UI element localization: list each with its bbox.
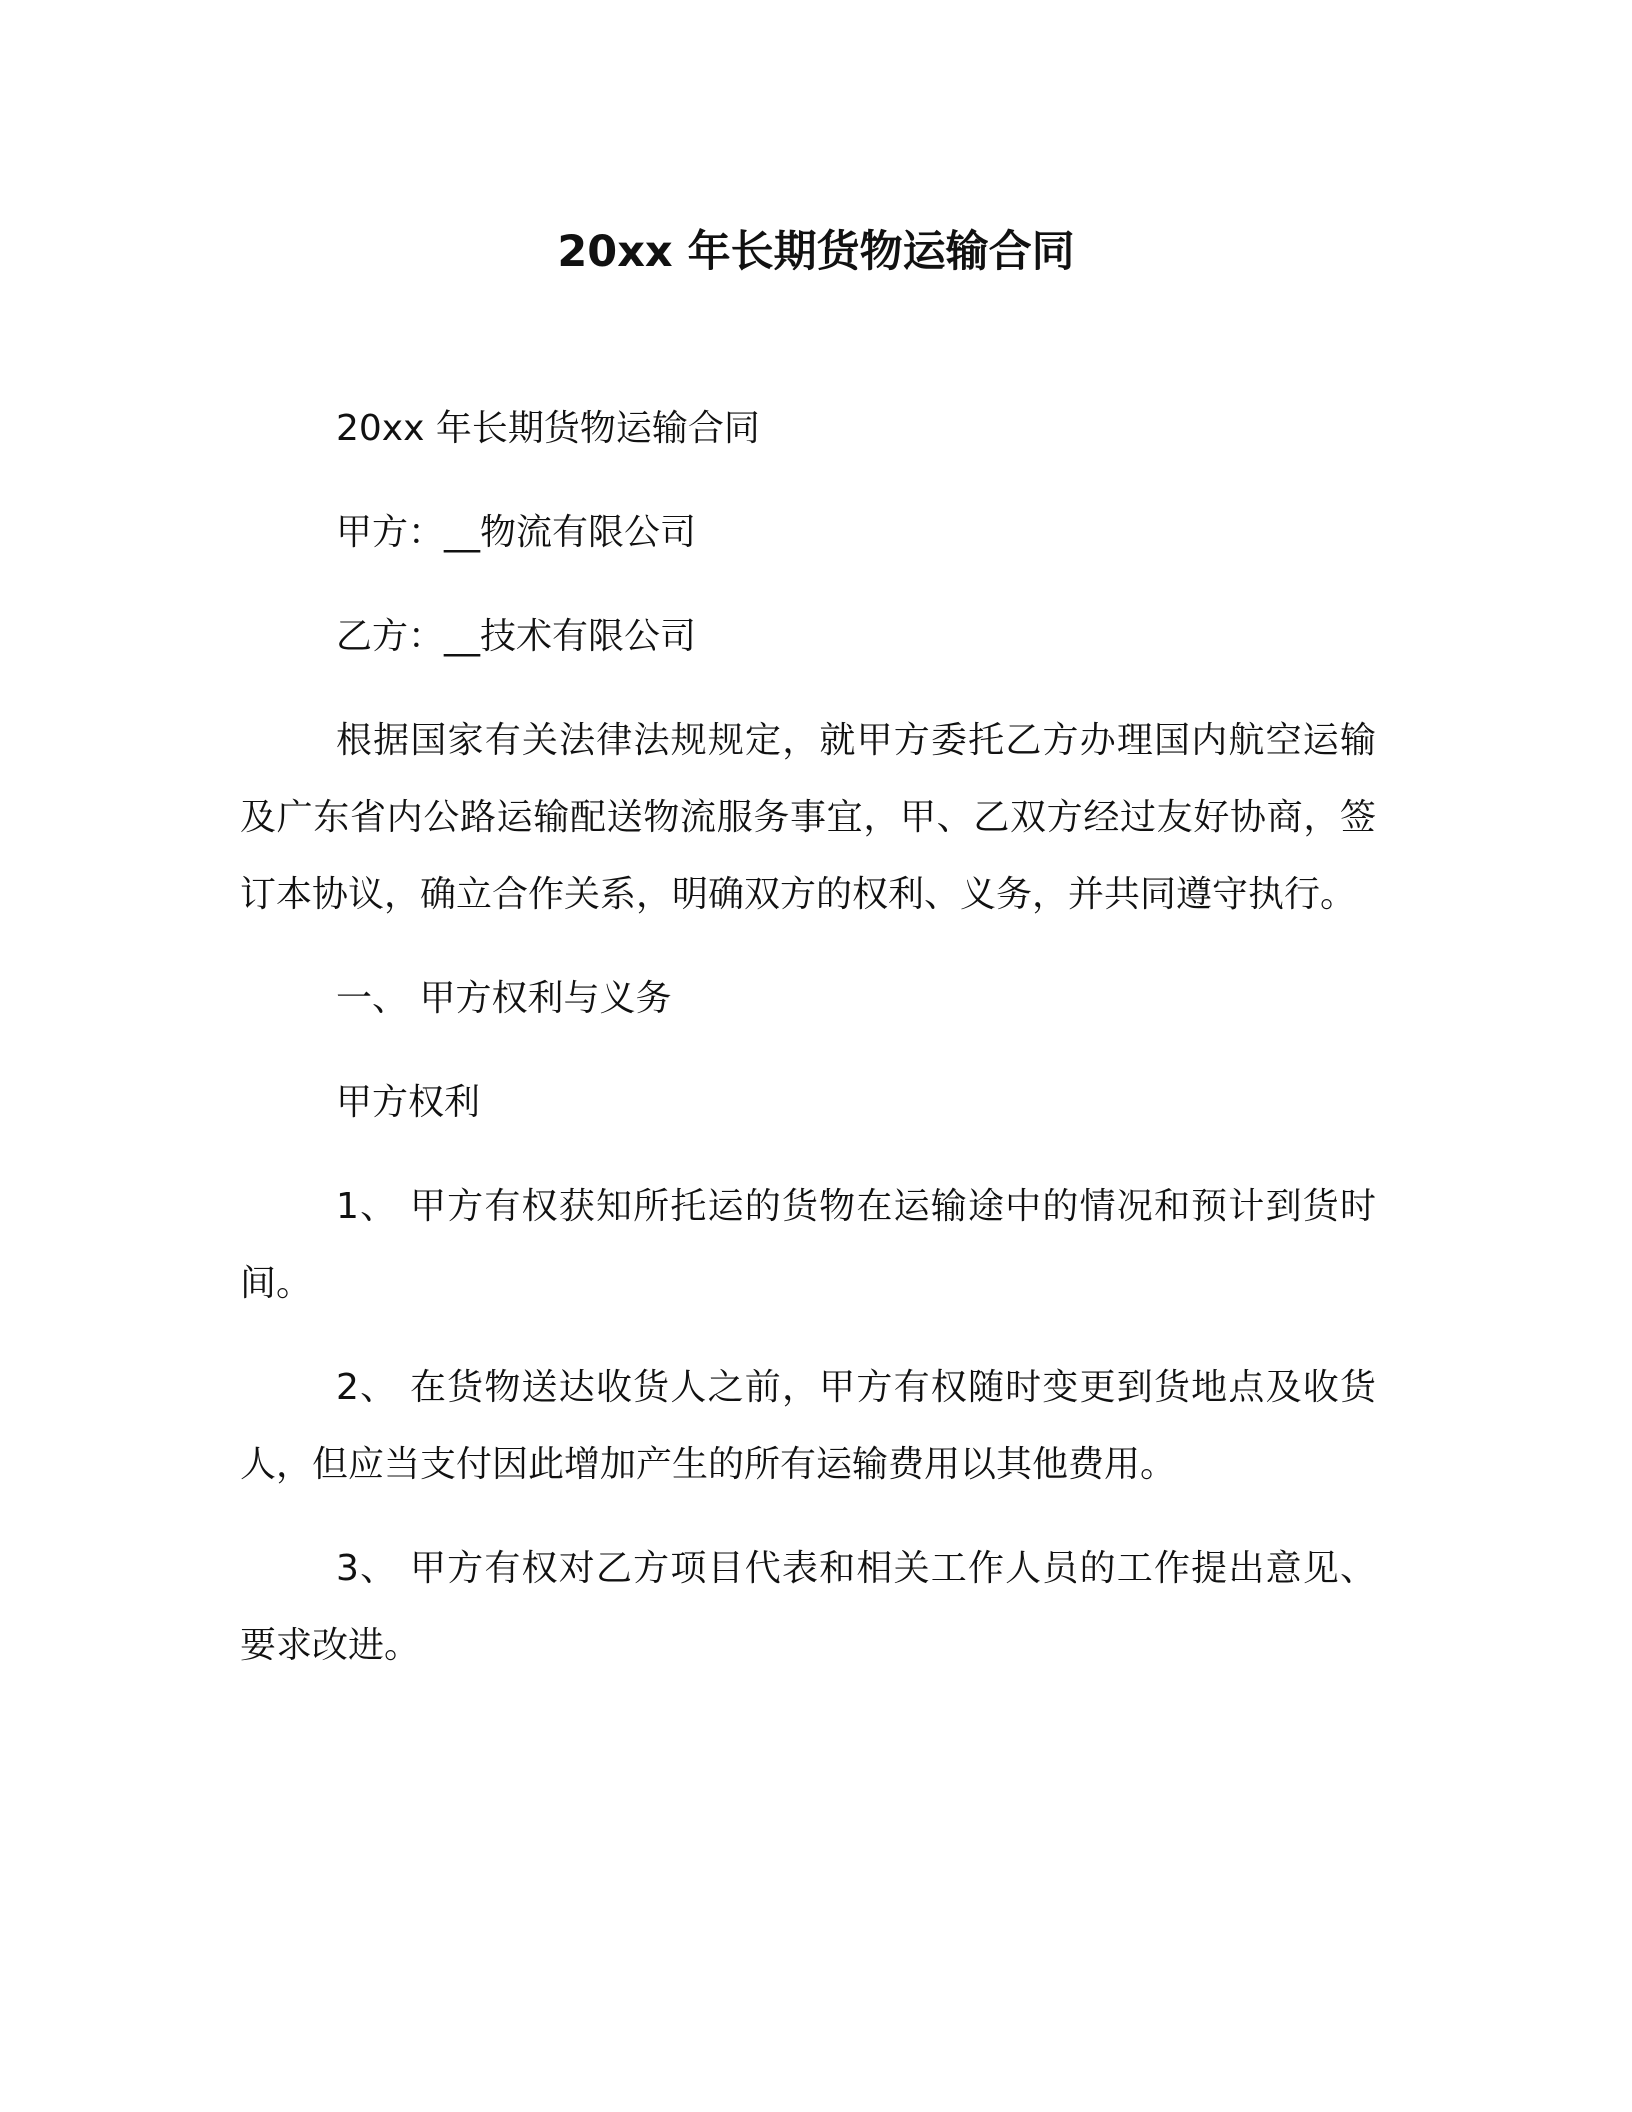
party-b-line: 乙方：__技术有限公司 — [336, 616, 697, 657]
subsection-heading: 甲方权利 — [336, 1082, 481, 1123]
contract-subtitle: 20xx 年长期货物运输合同 — [336, 408, 760, 449]
clause-3: 3、 甲方有权对乙方项目代表和相关工作人员的工作提出意见、要求改进。 — [240, 1548, 1376, 1666]
clause-1: 1、 甲方有权获知所托运的货物在运输途中的情况和预计到货时间。 — [240, 1186, 1376, 1304]
document-body — [240, 390, 1376, 1711]
preamble-paragraph: 根据国家有关法律法规规定，就甲方委托乙方办理国内航空运输及广东省内公路运输配送物流服务事宜，甲、乙双方经过友好协商，签订本协议，确立合作关系，明确双方的权利、义务，并共同遵守执行。 — [240, 720, 1376, 915]
document-title: 20xx 年长期货物运输合同 — [557, 227, 1075, 277]
clause-2: 2、 在货物送达收货人之前，甲方有权随时变更到货地点及收货人，但应当支付因此增加产生的所有运输费用以其他费用。 — [240, 1367, 1376, 1485]
party-a-line: 甲方：__物流有限公司 — [336, 512, 697, 553]
section-heading: 一、 甲方权利与义务 — [336, 978, 672, 1019]
